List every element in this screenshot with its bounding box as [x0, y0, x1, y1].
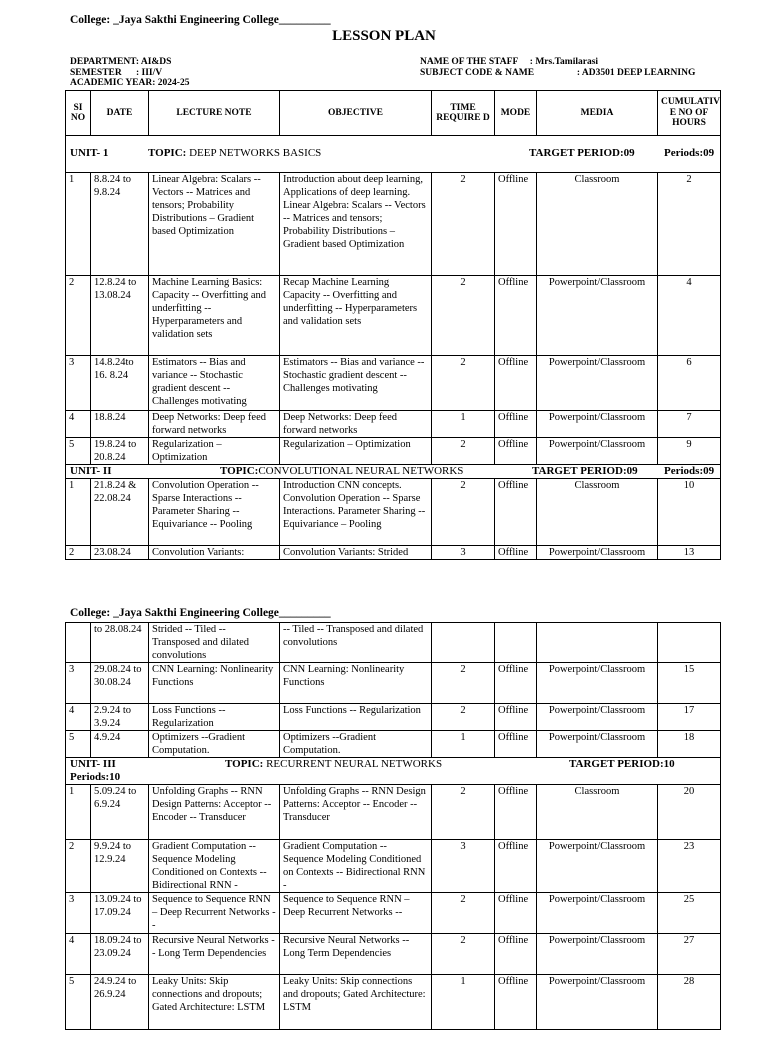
cell-time: 2: [432, 663, 495, 704]
cell-objective: Recursive Neural Networks -- Long Term Dependencies: [280, 934, 432, 975]
cell-date: 18.09.24 to 23.09.24: [91, 934, 149, 975]
cell-sno: 3: [66, 356, 91, 411]
semester: SEMESTER : III/V: [70, 67, 163, 78]
table-row: [66, 438, 721, 465]
topic-label: TOPIC:: [148, 147, 187, 159]
cell-mode: [495, 623, 537, 663]
cell-objective: -- Tiled -- Transposed and dilated convolutions: [280, 623, 432, 663]
cell-mode: Offline: [495, 356, 537, 411]
table-row: [66, 479, 721, 546]
target-period: TARGET PERIOD:09: [532, 465, 638, 477]
cell-objective: Introduction about deep learning, Applications of deep learning. Linear Algebra: Scalars -- Vectors -- Matrices and tensors; Probability Distributions – Gradient based Optimization: [280, 173, 432, 276]
cell-mode: Offline: [495, 975, 537, 1030]
cell-cumulative: 20: [658, 785, 721, 840]
cell-note: Deep Networks: Deep feed forward networks: [149, 411, 280, 438]
subject: SUBJECT CODE & NAME : AD3501 DEEP LEARNING: [420, 67, 696, 78]
table-row: [66, 975, 721, 1030]
cell-mode: Offline: [495, 934, 537, 975]
table-row: [66, 893, 721, 934]
cell-date: 5.09.24 to 6.9.24: [91, 785, 149, 840]
cell-mode: Offline: [495, 704, 537, 731]
cell-mode: Offline: [495, 411, 537, 438]
table-row: [66, 785, 721, 840]
cell-cumulative: 17: [658, 704, 721, 731]
cell-date: 23.08.24: [91, 546, 149, 560]
cell-date: 4.9.24: [91, 731, 149, 758]
cell-time: 1: [432, 975, 495, 1030]
cell-media: Powerpoint/Classroom: [537, 546, 658, 560]
cell-sno: 5: [66, 438, 91, 465]
cell-mode: Offline: [495, 276, 537, 356]
cell-time: 2: [432, 479, 495, 546]
cell-date: 12.8.24 to 13.08.24: [91, 276, 149, 356]
cell-mode: Offline: [495, 546, 537, 560]
cell-note: Strided -- Tiled -- Transposed and dilated convolutions: [149, 623, 280, 663]
cell-time: 3: [432, 546, 495, 560]
cell-time: 2: [432, 785, 495, 840]
cell-cumulative: 4: [658, 276, 721, 356]
cell-media: Powerpoint/Classroom: [537, 411, 658, 438]
target-period: TARGET PERIOD:10: [569, 758, 675, 770]
topic-text: DEEP NETWORKS BASICS: [186, 147, 322, 159]
page-title: LESSON PLAN: [332, 28, 436, 44]
cell-objective: Deep Networks: Deep feed forward networks: [280, 411, 432, 438]
cell-note: Leaky Units: Skip connections and dropouts; Gated Architecture: LSTM: [149, 975, 280, 1030]
table-row: [66, 623, 721, 663]
cell-mode: Offline: [495, 785, 537, 840]
cell-media: Classroom: [537, 479, 658, 546]
cell-sno: 1: [66, 173, 91, 276]
cell-objective: Introduction CNN concepts. Convolution Operation -- Sparse Interactions. Parameter Sharing -- Equivariance – Pooling: [280, 479, 432, 546]
cell-note: Regularization – Optimization: [149, 438, 280, 465]
periods: Periods:10: [70, 771, 121, 783]
cell-media: Classroom: [537, 785, 658, 840]
cell-note: Sequence to Sequence RNN – Deep Recurrent Networks --: [149, 893, 280, 934]
cell-mode: Offline: [495, 479, 537, 546]
cell-sno: 1: [66, 785, 91, 840]
unit-2-row: [66, 465, 721, 479]
cell-mode: Offline: [495, 893, 537, 934]
department: DEPARTMENT: AI&DS: [70, 57, 172, 67]
cell-note: Machine Learning Basics: Capacity -- Overfitting and underfitting -- Hyperparameters and validation sets: [149, 276, 280, 356]
cell-cumulative: 23: [658, 840, 721, 893]
college-name: College: _Jaya Sakthi Engineering College_________: [70, 14, 331, 26]
cell-objective: Loss Functions -- Regularization: [280, 704, 432, 731]
staff-name: NAME OF THE STAFF : Mrs.Tamilarasi: [420, 57, 599, 67]
cell-date: 18.8.24: [91, 411, 149, 438]
cell-sno: 4: [66, 704, 91, 731]
topic-label: TOPIC:: [225, 758, 264, 770]
cell-media: Powerpoint/Classroom: [537, 276, 658, 356]
unit-1-row: [66, 136, 721, 173]
cell-mode: Offline: [495, 731, 537, 758]
cell-objective: Convolution Variants: Strided: [280, 546, 432, 560]
cell-time: 2: [432, 438, 495, 465]
unit-label: UNIT- III: [70, 758, 116, 770]
cell-date: 8.8.24 to 9.8.24: [91, 173, 149, 276]
cell-mode: Offline: [495, 438, 537, 465]
cell-cumulative: 13: [658, 546, 721, 560]
unit-topic: [220, 465, 463, 478]
unit-topic: [148, 147, 321, 160]
cell-note: Recursive Neural Networks -- Long Term Dependencies: [149, 934, 280, 975]
cell-media: Powerpoint/Classroom: [537, 975, 658, 1030]
lesson-table-1: [65, 90, 721, 560]
cell-note: Unfolding Graphs -- RNN Design Patterns: Acceptor -- Encoder -- Transducer: [149, 785, 280, 840]
cell-cumulative: 15: [658, 663, 721, 704]
cell-media: Classroom: [537, 173, 658, 276]
periods: Periods:09: [664, 465, 715, 477]
cell-sno: 2: [66, 276, 91, 356]
table-row: [66, 934, 721, 975]
cell-media: Powerpoint/Classroom: [537, 704, 658, 731]
table-row: [66, 731, 721, 758]
college-name: College: _Jaya Sakthi Engineering College_________: [70, 607, 331, 619]
unit-label: UNIT- 1: [70, 147, 109, 159]
cell-time: 2: [432, 173, 495, 276]
cell-media: Powerpoint/Classroom: [537, 893, 658, 934]
header-mode: MODE: [495, 91, 537, 136]
header-cumulative: CUMULATIV E NO OF HOURS: [658, 91, 721, 136]
cell-note: CNN Learning: Nonlinearity Functions: [149, 663, 280, 704]
table-row: [66, 704, 721, 731]
topic-label: TOPIC:: [220, 465, 259, 477]
cell-note: Linear Algebra: Scalars -- Vectors -- Matrices and tensors; Probability Distributions – Gradient based Optimization: [149, 173, 280, 276]
table-row: [66, 663, 721, 704]
cell-date: to 28.08.24: [91, 623, 149, 663]
cell-note: Gradient Computation -- Sequence Modeling Conditioned on Contexts -- Bidirectional RNN -: [149, 840, 280, 893]
cell-objective: Estimators -- Bias and variance -- Stochastic gradient descent -- Challenges motivating: [280, 356, 432, 411]
academic-year: ACADEMIC YEAR: 2024-25: [70, 78, 190, 88]
cell-mode: Offline: [495, 840, 537, 893]
cell-time: 1: [432, 411, 495, 438]
header-objective: OBJECTIVE: [280, 91, 432, 136]
cell-note: Convolution Variants:: [149, 546, 280, 560]
cell-cumulative: 25: [658, 893, 721, 934]
table-row: [66, 840, 721, 893]
cell-note: Convolution Operation -- Sparse Interactions -- Parameter Sharing -- Equivariance -- Pooling: [149, 479, 280, 546]
cell-sno: 4: [66, 411, 91, 438]
cell-media: Powerpoint/Classroom: [537, 840, 658, 893]
cell-cumulative: 2: [658, 173, 721, 276]
cell-media: Powerpoint/Classroom: [537, 731, 658, 758]
cell-cumulative: 18: [658, 731, 721, 758]
cell-date: 2.9.24 to 3.9.24: [91, 704, 149, 731]
cell-cumulative: 6: [658, 356, 721, 411]
lesson-table-2: [65, 622, 721, 1030]
cell-sno: 3: [66, 893, 91, 934]
meta-left: [70, 57, 189, 89]
header-date: DATE: [91, 91, 149, 136]
cell-mode: Offline: [495, 173, 537, 276]
cell-cumulative: 10: [658, 479, 721, 546]
cell-sno: 2: [66, 840, 91, 893]
cell-note: Optimizers --Gradient Computation.: [149, 731, 280, 758]
cell-objective: Leaky Units: Skip connections and dropouts; Gated Architecture: LSTM: [280, 975, 432, 1030]
cell-sno: 4: [66, 934, 91, 975]
cell-cumulative: 28: [658, 975, 721, 1030]
cell-objective: Unfolding Graphs -- RNN Design Patterns: Acceptor -- Encoder --Transducer: [280, 785, 432, 840]
cell-date: 21.8.24 & 22.08.24: [91, 479, 149, 546]
table-row: [66, 356, 721, 411]
table-row: [66, 411, 721, 438]
cell-date: 24.9.24 to 26.9.24: [91, 975, 149, 1030]
cell-note: Loss Functions -- Regularization: [149, 704, 280, 731]
table-row: [66, 546, 721, 560]
cell-objective: Recap Machine Learning Capacity -- Overfitting and underfitting -- Hyperparameters and validation sets: [280, 276, 432, 356]
cell-cumulative: [658, 623, 721, 663]
table-row: [66, 276, 721, 356]
cell-media: Powerpoint/Classroom: [537, 934, 658, 975]
header-row: [66, 91, 721, 136]
cell-date: 14.8.24to 16. 8.24: [91, 356, 149, 411]
cell-sno: [66, 623, 91, 663]
cell-sno: 1: [66, 479, 91, 546]
cell-sno: 5: [66, 975, 91, 1030]
unit-topic: [225, 758, 442, 771]
periods: Periods:09: [664, 147, 715, 159]
cell-sno: 3: [66, 663, 91, 704]
table-row: [66, 173, 721, 276]
unit-3-cell: [66, 758, 721, 785]
cell-media: Powerpoint/Classroom: [537, 663, 658, 704]
cell-time: 2: [432, 704, 495, 731]
unit-2-cell: [66, 465, 721, 479]
cell-date: 19.8.24 to 20.8.24: [91, 438, 149, 465]
cell-time: 2: [432, 893, 495, 934]
cell-cumulative: 27: [658, 934, 721, 975]
cell-date: 13.09.24 to 17.09.24: [91, 893, 149, 934]
meta-right: [420, 57, 695, 78]
header-sno: SI NO: [66, 91, 91, 136]
cell-objective: Optimizers --Gradient Computation.: [280, 731, 432, 758]
topic-text: CONVOLUTIONAL NEURAL NETWORKS: [258, 465, 464, 477]
cell-time: 2: [432, 276, 495, 356]
cell-time: 2: [432, 934, 495, 975]
cell-date: 29.08.24 to 30.08.24: [91, 663, 149, 704]
cell-sno: 5: [66, 731, 91, 758]
cell-date: 9.9.24 to 12.9.24: [91, 840, 149, 893]
header-lecture-note: LECTURE NOTE: [149, 91, 280, 136]
cell-objective: Sequence to Sequence RNN – Deep Recurrent Networks --: [280, 893, 432, 934]
cell-note: Estimators -- Bias and variance -- Stochastic gradient descent -- Challenges motivating: [149, 356, 280, 411]
cell-time: 1: [432, 731, 495, 758]
cell-cumulative: 9: [658, 438, 721, 465]
cell-time: 3: [432, 840, 495, 893]
page-2: [0, 580, 768, 1038]
cell-mode: Offline: [495, 663, 537, 704]
cell-objective: CNN Learning: Nonlinearity Functions: [280, 663, 432, 704]
cell-time: [432, 623, 495, 663]
cell-media: Powerpoint/Classroom: [537, 438, 658, 465]
header-time: TIME REQUIRE D: [432, 91, 495, 136]
cell-objective: Gradient Computation -- Sequence Modeling Conditioned on Contexts -- Bidirectional RNN -: [280, 840, 432, 893]
topic-text: RECURRENT NEURAL NETWORKS: [263, 758, 443, 770]
cell-sno: 2: [66, 546, 91, 560]
header-media: MEDIA: [537, 91, 658, 136]
cell-objective: Regularization – Optimization: [280, 438, 432, 465]
unit-label: UNIT- II: [70, 465, 112, 477]
unit-3-row: [66, 758, 721, 785]
target-period: TARGET PERIOD:09: [529, 147, 635, 159]
cell-media: Powerpoint/Classroom: [537, 356, 658, 411]
cell-time: 2: [432, 356, 495, 411]
unit-1-cell: [66, 136, 721, 173]
cell-media: [537, 623, 658, 663]
cell-cumulative: 7: [658, 411, 721, 438]
